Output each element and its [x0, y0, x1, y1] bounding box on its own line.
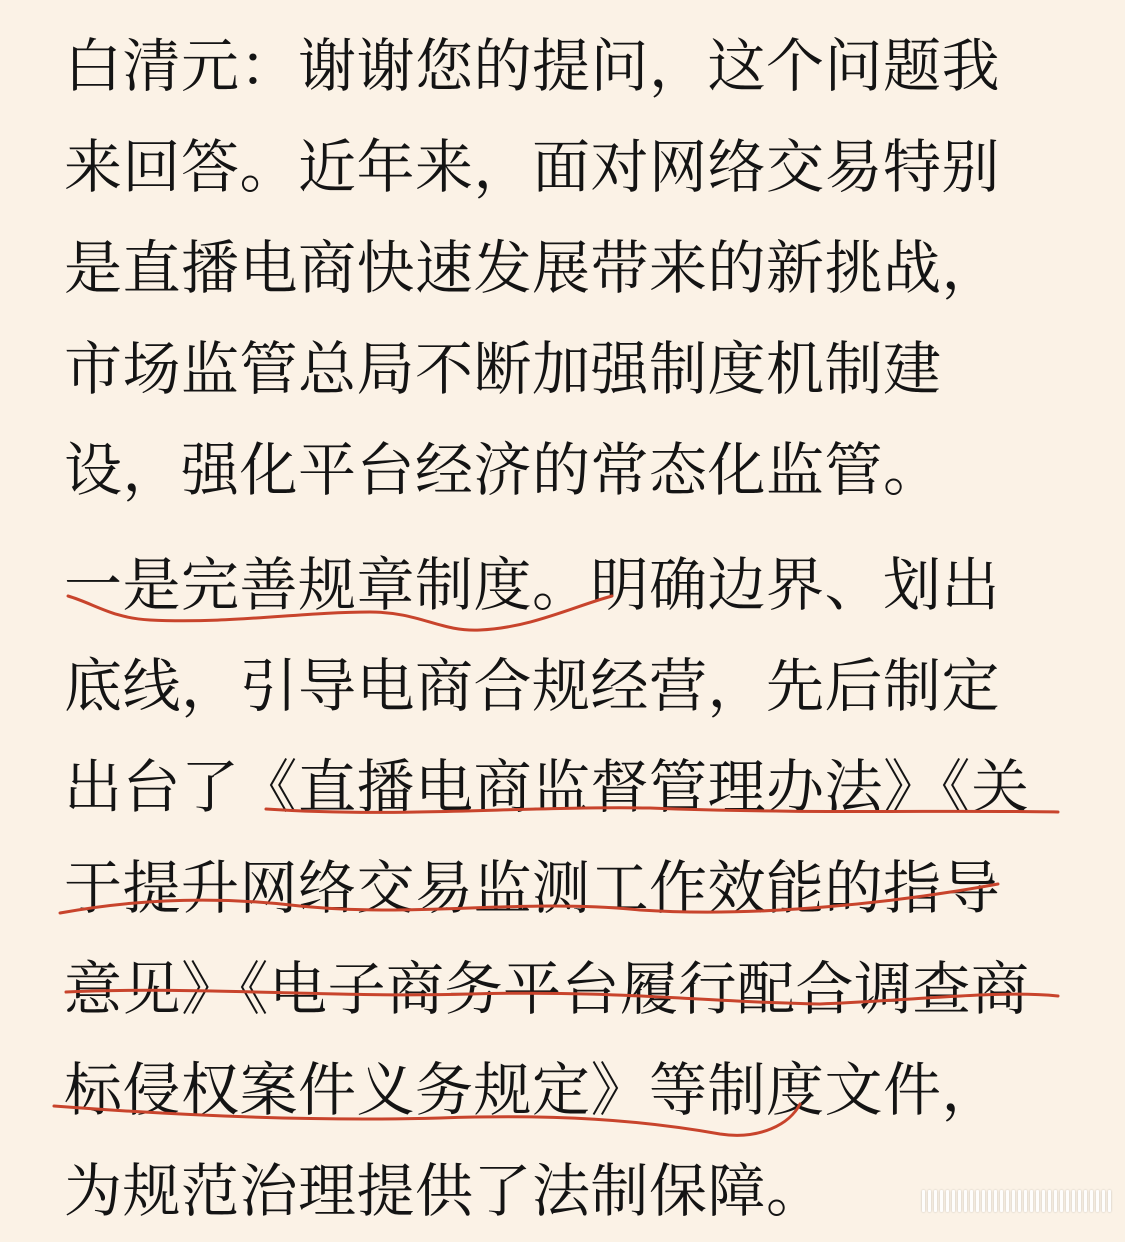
text-line: 白清元：谢谢您的提问，这个问题我	[64, 32, 1001, 100]
text-line: 意见》《电子商务平台履行配合调查商	[64, 955, 1030, 1023]
text-line: 设，强化平台经济的常态化监管。	[64, 436, 942, 504]
text-line: 出台了《直播电商监督管理办法》《关	[64, 753, 1030, 821]
watermark	[881, 1186, 1111, 1216]
text-line: 一是完善规章制度。明确边界、划出	[64, 551, 1001, 619]
text-line: 是直播电商快速发展带来的新挑战，	[64, 234, 1001, 302]
text-line: 标侵权案件义务规定》等制度文件，	[64, 1056, 1001, 1124]
text-line: 底线，引导电商合规经营，先后制定	[64, 652, 1001, 720]
text-line: 为规范治理提供了法制保障。	[64, 1157, 825, 1225]
text-line: 于提升网络交易监测工作效能的指导	[64, 854, 1001, 922]
text-line: 市场监管总局不断加强制度机制建	[64, 335, 942, 403]
text-line: 来回答。近年来，面对网络交易特别	[64, 133, 1001, 201]
paragraph-answer-intro	[64, 16, 1064, 521]
paragraph-regulations	[64, 535, 1064, 1242]
